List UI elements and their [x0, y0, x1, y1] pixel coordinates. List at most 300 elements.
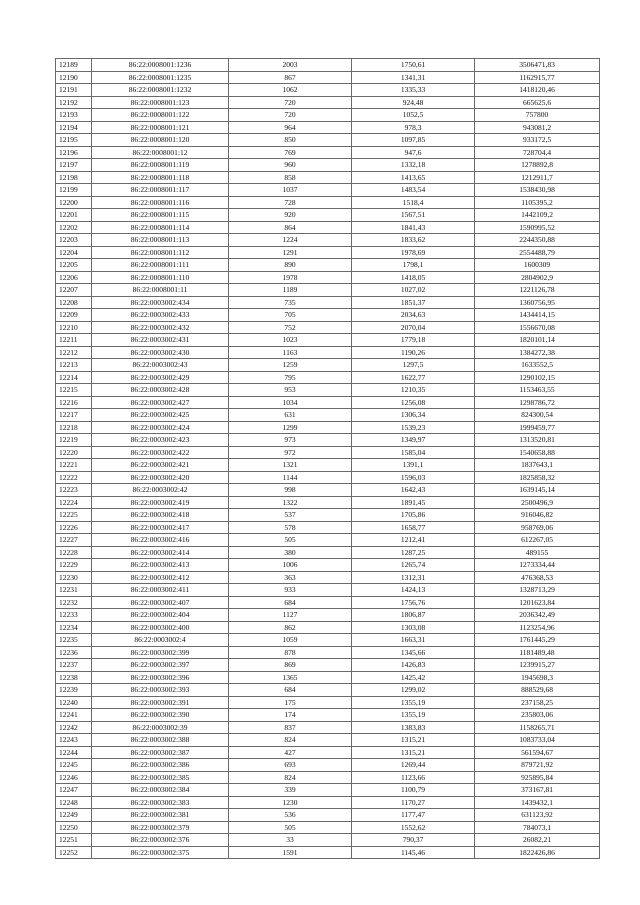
- cadastral-value-cell: 824300,54: [475, 409, 600, 422]
- table-row: [56, 759, 600, 772]
- table-row: [56, 59, 600, 72]
- table-row: [56, 334, 600, 347]
- specific-value-cell: 1315,21: [352, 734, 475, 747]
- row-number-cell: 12195: [56, 134, 92, 147]
- table-row: [56, 271, 600, 284]
- cadastral-number-cell: 86:22:0008001:1232: [92, 84, 229, 97]
- specific-value-cell: 1539,23: [352, 421, 475, 434]
- table-row: [56, 184, 600, 197]
- row-number-cell: 12220: [56, 446, 92, 459]
- specific-value-cell: 1663,31: [352, 634, 475, 647]
- cadastral-number-cell: 86:22:0003002:376: [92, 834, 229, 847]
- row-number-cell: 12204: [56, 246, 92, 259]
- cadastral-value-cell: 1434414,15: [475, 309, 600, 322]
- table-row: [56, 521, 600, 534]
- area-cell: 705: [229, 309, 352, 322]
- specific-value-cell: 1335,33: [352, 84, 475, 97]
- specific-value-cell: 1756,76: [352, 596, 475, 609]
- row-number-cell: 12228: [56, 546, 92, 559]
- area-cell: 2003: [229, 59, 352, 72]
- row-number-cell: 12248: [56, 796, 92, 809]
- row-number-cell: 12211: [56, 334, 92, 347]
- cadastral-value-cell: 1105395,2: [475, 196, 600, 209]
- area-cell: 850: [229, 134, 352, 147]
- row-number-cell: 12238: [56, 671, 92, 684]
- area-cell: 1322: [229, 496, 352, 509]
- cadastral-number-cell: 86:22:0003002:411: [92, 584, 229, 597]
- table-row: [56, 346, 600, 359]
- specific-value-cell: 1567,51: [352, 209, 475, 222]
- cadastral-value-cell: 1273334,44: [475, 559, 600, 572]
- area-cell: 1321: [229, 459, 352, 472]
- cadastral-number-cell: 86:22:0003002:42: [92, 484, 229, 497]
- table-row: [56, 234, 600, 247]
- cadastral-value-cell: 1538430,98: [475, 184, 600, 197]
- specific-value-cell: 1269,44: [352, 759, 475, 772]
- specific-value-cell: 1596,03: [352, 471, 475, 484]
- specific-value-cell: 1306,34: [352, 409, 475, 422]
- cadastral-value-cell: 1123254,96: [475, 621, 600, 634]
- row-number-cell: 12198: [56, 171, 92, 184]
- area-cell: 878: [229, 646, 352, 659]
- row-number-cell: 12199: [56, 184, 92, 197]
- cadastral-value-cell: 235803,06: [475, 709, 600, 722]
- row-number-cell: 12233: [56, 609, 92, 622]
- cadastral-number-cell: 86:22:0003002:384: [92, 784, 229, 797]
- area-cell: 720: [229, 96, 352, 109]
- table-row: [56, 84, 600, 97]
- specific-value-cell: 1413,65: [352, 171, 475, 184]
- cadastral-value-cell: 1181489,48: [475, 646, 600, 659]
- area-cell: 1059: [229, 634, 352, 647]
- cadastral-value-cell: 489155: [475, 546, 600, 559]
- cadastral-value-cell: 2036342,49: [475, 609, 600, 622]
- specific-value-cell: 978,3: [352, 121, 475, 134]
- row-number-cell: 12201: [56, 209, 92, 222]
- cadastral-value-cell: 1313520,81: [475, 434, 600, 447]
- row-number-cell: 12247: [56, 784, 92, 797]
- cadastral-value-cell: 879721,92: [475, 759, 600, 772]
- area-cell: 578: [229, 521, 352, 534]
- area-cell: 960: [229, 159, 352, 172]
- area-cell: 973: [229, 434, 352, 447]
- row-number-cell: 12224: [56, 496, 92, 509]
- cadastral-number-cell: 86:22:0003002:390: [92, 709, 229, 722]
- cadastral-number-cell: 86:22:0003002:434: [92, 296, 229, 309]
- cadastral-number-cell: 86:22:0003002:417: [92, 521, 229, 534]
- cadastral-value-cell: 1442109,2: [475, 209, 600, 222]
- cadastral-number-cell: 86:22:0008001:111: [92, 259, 229, 272]
- table-row: [56, 559, 600, 572]
- specific-value-cell: 1312,31: [352, 571, 475, 584]
- area-cell: 33: [229, 834, 352, 847]
- area-cell: 1037: [229, 184, 352, 197]
- area-cell: 769: [229, 146, 352, 159]
- specific-value-cell: 1779,18: [352, 334, 475, 347]
- cadastral-number-cell: 86:22:0003002:43: [92, 359, 229, 372]
- row-number-cell: 12234: [56, 621, 92, 634]
- specific-value-cell: 1891,45: [352, 496, 475, 509]
- specific-value-cell: 1841,43: [352, 221, 475, 234]
- area-cell: 175: [229, 696, 352, 709]
- row-number-cell: 12217: [56, 409, 92, 422]
- row-number-cell: 12239: [56, 684, 92, 697]
- row-number-cell: 12197: [56, 159, 92, 172]
- cadastral-value-cell: 1590995,52: [475, 221, 600, 234]
- table-row: [56, 321, 600, 334]
- cadastral-value-cell: 1556670,08: [475, 321, 600, 334]
- cadastral-value-cell: 1239915,27: [475, 659, 600, 672]
- cadastral-number-cell: 86:22:0003002:386: [92, 759, 229, 772]
- row-number-cell: 12236: [56, 646, 92, 659]
- area-cell: 380: [229, 546, 352, 559]
- cadastral-value-cell: 373167,81: [475, 784, 600, 797]
- specific-value-cell: 1658,77: [352, 521, 475, 534]
- area-cell: 1259: [229, 359, 352, 372]
- table-row: [56, 646, 600, 659]
- cadastral-number-cell: 86:22:0003002:413: [92, 559, 229, 572]
- table-row: [56, 771, 600, 784]
- cadastral-number-cell: 86:22:0003002:391: [92, 696, 229, 709]
- cadastral-value-cell: 1999459,77: [475, 421, 600, 434]
- table-row: [56, 596, 600, 609]
- area-cell: 964: [229, 121, 352, 134]
- specific-value-cell: 1355,19: [352, 709, 475, 722]
- area-cell: 536: [229, 809, 352, 822]
- cadastral-number-cell: 86:22:0003002:422: [92, 446, 229, 459]
- cadastral-value-cell: 1278892,8: [475, 159, 600, 172]
- area-cell: 867: [229, 71, 352, 84]
- specific-value-cell: 1315,21: [352, 746, 475, 759]
- row-number-cell: 12250: [56, 821, 92, 834]
- cadastral-value-cell: 1639145,14: [475, 484, 600, 497]
- table-row: [56, 484, 600, 497]
- area-cell: 1230: [229, 796, 352, 809]
- specific-value-cell: 1349,97: [352, 434, 475, 447]
- cadastral-number-cell: 86:22:0003002:4: [92, 634, 229, 647]
- row-number-cell: 12208: [56, 296, 92, 309]
- area-cell: 505: [229, 821, 352, 834]
- cadastral-value-cell: 1162915,77: [475, 71, 600, 84]
- cadastral-number-cell: 86:22:0003002:396: [92, 671, 229, 684]
- cadastral-value-cell: 612267,05: [475, 534, 600, 547]
- area-cell: 1978: [229, 271, 352, 284]
- row-number-cell: 12243: [56, 734, 92, 747]
- table-row: [56, 296, 600, 309]
- table-row: [56, 684, 600, 697]
- row-number-cell: 12222: [56, 471, 92, 484]
- cadastral-number-cell: 86:22:0008001:123: [92, 96, 229, 109]
- cadastral-number-cell: 86:22:0003002:412: [92, 571, 229, 584]
- area-cell: 752: [229, 321, 352, 334]
- specific-value-cell: 1355,19: [352, 696, 475, 709]
- cadastral-value-table: [55, 58, 600, 859]
- cadastral-number-cell: 86:22:0003002:424: [92, 421, 229, 434]
- area-cell: 1006: [229, 559, 352, 572]
- area-cell: 864: [229, 221, 352, 234]
- cadastral-value-cell: 1439432,1: [475, 796, 600, 809]
- cadastral-value-cell: 1298786,72: [475, 396, 600, 409]
- table-row: [56, 584, 600, 597]
- cadastral-value-cell: 1328713,29: [475, 584, 600, 597]
- cadastral-number-cell: 86:22:0003002:388: [92, 734, 229, 747]
- row-number-cell: 12216: [56, 396, 92, 409]
- cadastral-number-cell: 86:22:0003002:421: [92, 459, 229, 472]
- row-number-cell: 12240: [56, 696, 92, 709]
- cadastral-number-cell: 86:22:0008001:110: [92, 271, 229, 284]
- cadastral-number-cell: 86:22:0003002:399: [92, 646, 229, 659]
- area-cell: 837: [229, 721, 352, 734]
- table-row: [56, 659, 600, 672]
- row-number-cell: 12227: [56, 534, 92, 547]
- row-number-cell: 12194: [56, 121, 92, 134]
- cadastral-number-cell: 86:22:0008001:119: [92, 159, 229, 172]
- specific-value-cell: 947,6: [352, 146, 475, 159]
- cadastral-number-cell: 86:22:0003002:430: [92, 346, 229, 359]
- table-row: [56, 109, 600, 122]
- row-number-cell: 12218: [56, 421, 92, 434]
- row-number-cell: 12219: [56, 434, 92, 447]
- area-cell: 1224: [229, 234, 352, 247]
- cadastral-value-cell: 3506471,83: [475, 59, 600, 72]
- specific-value-cell: 1123,66: [352, 771, 475, 784]
- table-row: [56, 134, 600, 147]
- cadastral-number-cell: 86:22:0003002:39: [92, 721, 229, 734]
- cadastral-value-cell: 631123,92: [475, 809, 600, 822]
- cadastral-value-cell: 561594,67: [475, 746, 600, 759]
- specific-value-cell: 1052,5: [352, 109, 475, 122]
- cadastral-value-cell: 1600309: [475, 259, 600, 272]
- area-cell: 684: [229, 684, 352, 697]
- row-number-cell: 12193: [56, 109, 92, 122]
- specific-value-cell: 1097,85: [352, 134, 475, 147]
- specific-value-cell: 790,37: [352, 834, 475, 847]
- cadastral-number-cell: 86:22:0003002:387: [92, 746, 229, 759]
- cadastral-number-cell: 86:22:0003002:400: [92, 621, 229, 634]
- table-row: [56, 446, 600, 459]
- cadastral-value-cell: 1083733,04: [475, 734, 600, 747]
- cadastral-number-cell: 86:22:0008001:113: [92, 234, 229, 247]
- table-row: [56, 784, 600, 797]
- cadastral-number-cell: 86:22:0008001:117: [92, 184, 229, 197]
- table-row: [56, 471, 600, 484]
- row-number-cell: 12230: [56, 571, 92, 584]
- table-row: [56, 671, 600, 684]
- specific-value-cell: 1299,02: [352, 684, 475, 697]
- specific-value-cell: 924,48: [352, 96, 475, 109]
- cadastral-number-cell: 86:22:0008001:112: [92, 246, 229, 259]
- specific-value-cell: 1483,54: [352, 184, 475, 197]
- row-number-cell: 12202: [56, 221, 92, 234]
- table-row: [56, 846, 600, 859]
- area-cell: 858: [229, 171, 352, 184]
- row-number-cell: 12203: [56, 234, 92, 247]
- row-number-cell: 12213: [56, 359, 92, 372]
- specific-value-cell: 1750,61: [352, 59, 475, 72]
- table-row: [56, 496, 600, 509]
- cadastral-value-cell: 1825858,32: [475, 471, 600, 484]
- area-cell: 795: [229, 371, 352, 384]
- table-body: [56, 59, 600, 859]
- specific-value-cell: 1332,18: [352, 159, 475, 172]
- table-row: [56, 459, 600, 472]
- area-cell: 1023: [229, 334, 352, 347]
- area-cell: 1189: [229, 284, 352, 297]
- table-row: [56, 371, 600, 384]
- cadastral-value-cell: 26082,21: [475, 834, 600, 847]
- cadastral-value-cell: 665625,6: [475, 96, 600, 109]
- specific-value-cell: 1552,62: [352, 821, 475, 834]
- specific-value-cell: 1424,13: [352, 584, 475, 597]
- specific-value-cell: 1303,08: [352, 621, 475, 634]
- area-cell: 505: [229, 534, 352, 547]
- cadastral-number-cell: 86:22:0008001:118: [92, 171, 229, 184]
- specific-value-cell: 1426,83: [352, 659, 475, 672]
- area-cell: 862: [229, 621, 352, 634]
- cadastral-number-cell: 86:22:0008001:114: [92, 221, 229, 234]
- cadastral-number-cell: 86:22:0003002:381: [92, 809, 229, 822]
- specific-value-cell: 1287,25: [352, 546, 475, 559]
- cadastral-value-cell: 925895,84: [475, 771, 600, 784]
- table-row: [56, 171, 600, 184]
- specific-value-cell: 1027,02: [352, 284, 475, 297]
- area-cell: 720: [229, 109, 352, 122]
- cadastral-value-cell: 728704,4: [475, 146, 600, 159]
- cadastral-value-cell: 1820101,14: [475, 334, 600, 347]
- specific-value-cell: 1100,79: [352, 784, 475, 797]
- area-cell: 1291: [229, 246, 352, 259]
- row-number-cell: 12212: [56, 346, 92, 359]
- area-cell: 1144: [229, 471, 352, 484]
- cadastral-value-cell: 1837643,1: [475, 459, 600, 472]
- area-cell: 1127: [229, 609, 352, 622]
- cadastral-number-cell: 86:22:0003002:383: [92, 796, 229, 809]
- cadastral-number-cell: 86:22:0003002:420: [92, 471, 229, 484]
- cadastral-number-cell: 86:22:0003002:404: [92, 609, 229, 622]
- area-cell: 824: [229, 771, 352, 784]
- table-row: [56, 246, 600, 259]
- area-cell: 869: [229, 659, 352, 672]
- area-cell: 174: [229, 709, 352, 722]
- cadastral-value-cell: 757800: [475, 109, 600, 122]
- row-number-cell: 12192: [56, 96, 92, 109]
- area-cell: 427: [229, 746, 352, 759]
- table-row: [56, 421, 600, 434]
- area-cell: 1034: [229, 396, 352, 409]
- table-row: [56, 796, 600, 809]
- area-cell: 920: [229, 209, 352, 222]
- specific-value-cell: 1256,08: [352, 396, 475, 409]
- row-number-cell: 12196: [56, 146, 92, 159]
- specific-value-cell: 1798,1: [352, 259, 475, 272]
- cadastral-value-cell: 958769,06: [475, 521, 600, 534]
- area-cell: 933: [229, 584, 352, 597]
- row-number-cell: 12249: [56, 809, 92, 822]
- row-number-cell: 12232: [56, 596, 92, 609]
- specific-value-cell: 1170,27: [352, 796, 475, 809]
- area-cell: 1591: [229, 846, 352, 859]
- cadastral-value-cell: 237158,25: [475, 696, 600, 709]
- table-row: [56, 734, 600, 747]
- cadastral-number-cell: 86:22:0003002:419: [92, 496, 229, 509]
- cadastral-number-cell: 86:22:0003002:425: [92, 409, 229, 422]
- area-cell: 998: [229, 484, 352, 497]
- area-cell: 363: [229, 571, 352, 584]
- cadastral-value-cell: 888529,68: [475, 684, 600, 697]
- cadastral-number-cell: 86:22:0003002:414: [92, 546, 229, 559]
- cadastral-value-cell: 1945698,3: [475, 671, 600, 684]
- specific-value-cell: 1851,37: [352, 296, 475, 309]
- row-number-cell: 12245: [56, 759, 92, 772]
- row-number-cell: 12242: [56, 721, 92, 734]
- specific-value-cell: 2034,63: [352, 309, 475, 322]
- specific-value-cell: 1978,69: [352, 246, 475, 259]
- cadastral-value-cell: 1212911,7: [475, 171, 600, 184]
- table-row: [56, 609, 600, 622]
- cadastral-number-cell: 86:22:0003002:429: [92, 371, 229, 384]
- cadastral-value-cell: 1633552,5: [475, 359, 600, 372]
- area-cell: 1163: [229, 346, 352, 359]
- specific-value-cell: 1341,31: [352, 71, 475, 84]
- specific-value-cell: 1833,62: [352, 234, 475, 247]
- cadastral-value-cell: 933172,5: [475, 134, 600, 147]
- cadastral-value-cell: 943081,2: [475, 121, 600, 134]
- table-row: [56, 196, 600, 209]
- cadastral-number-cell: 86:22:0003002:428: [92, 384, 229, 397]
- area-cell: 339: [229, 784, 352, 797]
- specific-value-cell: 1425,42: [352, 671, 475, 684]
- area-cell: 631: [229, 409, 352, 422]
- row-number-cell: 12226: [56, 521, 92, 534]
- row-number-cell: 12252: [56, 846, 92, 859]
- specific-value-cell: 1806,87: [352, 609, 475, 622]
- cadastral-value-cell: 1540658,88: [475, 446, 600, 459]
- specific-value-cell: 1622,77: [352, 371, 475, 384]
- specific-value-cell: 1210,35: [352, 384, 475, 397]
- area-cell: 537: [229, 509, 352, 522]
- table-row: [56, 71, 600, 84]
- cadastral-value-cell: 1290102,15: [475, 371, 600, 384]
- area-cell: 953: [229, 384, 352, 397]
- specific-value-cell: 1418,05: [352, 271, 475, 284]
- area-cell: 1365: [229, 671, 352, 684]
- row-number-cell: 12200: [56, 196, 92, 209]
- table-row: [56, 509, 600, 522]
- cadastral-number-cell: 86:22:0003002:393: [92, 684, 229, 697]
- cadastral-value-cell: 2244350,88: [475, 234, 600, 247]
- table-row: [56, 534, 600, 547]
- specific-value-cell: 2070,04: [352, 321, 475, 334]
- specific-value-cell: 1585,04: [352, 446, 475, 459]
- cadastral-value-cell: 2554488,79: [475, 246, 600, 259]
- cadastral-number-cell: 86:22:0008001:116: [92, 196, 229, 209]
- cadastral-value-cell: 1418120,46: [475, 84, 600, 97]
- table-row: [56, 359, 600, 372]
- table-row: [56, 546, 600, 559]
- cadastral-number-cell: 86:22:0008001:1236: [92, 59, 229, 72]
- specific-value-cell: 1212,41: [352, 534, 475, 547]
- row-number-cell: 12206: [56, 271, 92, 284]
- row-number-cell: 12215: [56, 384, 92, 397]
- cadastral-value-cell: 1153463,55: [475, 384, 600, 397]
- row-number-cell: 12223: [56, 484, 92, 497]
- row-number-cell: 12225: [56, 509, 92, 522]
- row-number-cell: 12241: [56, 709, 92, 722]
- cadastral-value-cell: 1384272,38: [475, 346, 600, 359]
- cadastral-number-cell: 86:22:0003002:379: [92, 821, 229, 834]
- specific-value-cell: 1391,1: [352, 459, 475, 472]
- cadastral-value-cell: 1201623,84: [475, 596, 600, 609]
